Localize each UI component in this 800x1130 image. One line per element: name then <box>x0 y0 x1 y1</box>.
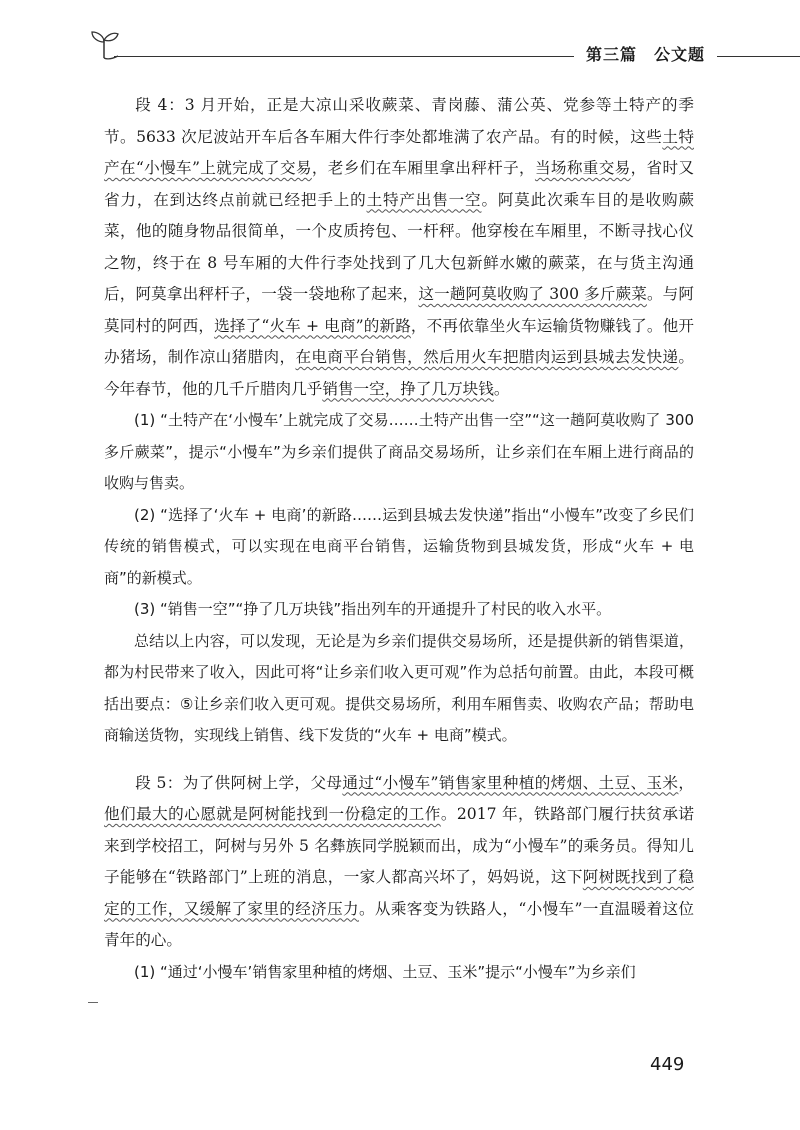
underlined-phrase: 他们最大的心愿就是阿树能找到一份稳定的工作 <box>104 805 441 823</box>
underlined-phrase: 在电商平台销售，然后用火车把腊肉运到县城去发快递 <box>295 348 679 366</box>
analysis-paragraph: (1) “土特产在‘小慢车’上就完成了交易……土特产出售一空”“这一趟阿莫收购了 300 多斤蕨菜”，提示“小慢车”为乡亲们提供了商品交易场所，让乡亲们在车厢上进行商品的收购与售卖。 <box>104 411 694 492</box>
text-run: ，不再依靠坐火车运输货物赚钱了。他开办猪场，制作凉山猪腊肉， <box>104 316 694 366</box>
analysis-4 <box>104 405 694 752</box>
text-run: ，省时又省力，在到达终点前就已经把手上的 <box>104 159 694 209</box>
passage-5 <box>104 768 694 957</box>
page-header <box>88 28 800 68</box>
underlined-phrase: 当场称重交易 <box>534 159 631 177</box>
text-run: 段 4：3 月开始，正是大凉山采收蕨菜、青岗藤、蒲公英、党参等土特产的季节。5633 次尼波站开车后各车厢大件行李处都堆满了农产品。有的时候，这些 <box>104 96 694 146</box>
analysis-paragraph: 总结以上内容，可以发现，无论是为乡亲们提供交易场所，还是提供新的销售渠道，都为村民带来了收入，因此可将“让乡亲们收入更可观”作为总括句前置。由此，本段可概括出要点：⑤让乡亲们收入更可观。提供交易场所，利用车厢售卖、收购农产品；帮助电商输送货物，实现线上销售、线下发货的“火车 + 电商”模式。 <box>104 631 694 744</box>
text-run: 。阿莫此次乘车目的是收购蕨菜，他的随身物品很简单，一个皮质挎包、一杆秤。他穿梭在车厢里，不断寻找心仪之物，终于在 8 号车厢的大件行李处找到了几大包新鲜水嫩的蕨菜，在与货主沟通后，阿莫拿出秤杆子，一袋一袋地称了起来， <box>104 190 694 303</box>
page-number: 449 <box>650 1054 685 1075</box>
underlined-phrase: 阿树既找到了稳定的工作，又缓解了家里的经济压力 <box>104 868 694 918</box>
text-run: ， <box>678 773 694 792</box>
text-run: 段 5：为了供阿树上学，父母 <box>135 773 343 792</box>
text-run: 。 <box>493 379 510 398</box>
underlined-phrase: 这一趟阿莫收购了 300 多斤蕨菜 <box>418 285 647 303</box>
text-run: 。今年春节，他的几千斤腊肉几乎 <box>104 348 694 398</box>
analysis-5 <box>104 957 694 989</box>
text-run: ，老乡们在车厢里拿出秤杆子， <box>311 159 535 177</box>
text-run: 。从乘客变为铁路人，“小慢车”一直温暖着这位青年的心。 <box>104 899 694 949</box>
passage-4 <box>104 90 694 405</box>
underlined-phrase: 通过“小慢车”销售家里种植的烤烟、土豆、玉米 <box>342 773 679 792</box>
chapter-title: 第三篇 公文题 <box>574 42 717 65</box>
page-content <box>104 90 694 988</box>
text-run: 。与阿莫同村的阿西， <box>104 285 694 335</box>
analysis-paragraph: (3) “销售一空”“挣了几万块钱”指出列车的开通提升了村民的收入水平。 <box>134 600 612 618</box>
analysis-paragraph: (2) “选择了‘火车 + 电商’的新路……运到县城去发快递”指出“小慢车”改变了乡民们传统的销售模式，可以实现在电商平台销售，运输货物到县城发货，形成“火车 + 电商”的新模式。 <box>104 505 694 587</box>
underlined-phrase: 土特产出售一空 <box>366 190 482 209</box>
underlined-phrase: 选择了“火车 + 电商”的新路 <box>214 316 411 335</box>
underlined-phrase: 土特产在“小慢车”上就完成了交易 <box>104 127 694 177</box>
header-rule-left <box>114 56 594 57</box>
margin-mark <box>88 1002 98 1003</box>
analysis-paragraph: (1) “通过‘小慢车’销售家里种植的烤烟、土豆、玉米”提示“小慢车”为乡亲们 <box>134 962 636 981</box>
underlined-phrase: 销售一空，挣了几万块钱 <box>322 379 494 398</box>
text-run: 。2017 年，铁路部门履行扶贫承诺来到学校招工，阿树与另外 5 名彝族同学脱颖而出，成为“小慢车”的乘务员。得知儿子能够在“铁路部门”上班的消息，一家人都高兴坏了，妈妈说，这下 <box>104 805 694 886</box>
